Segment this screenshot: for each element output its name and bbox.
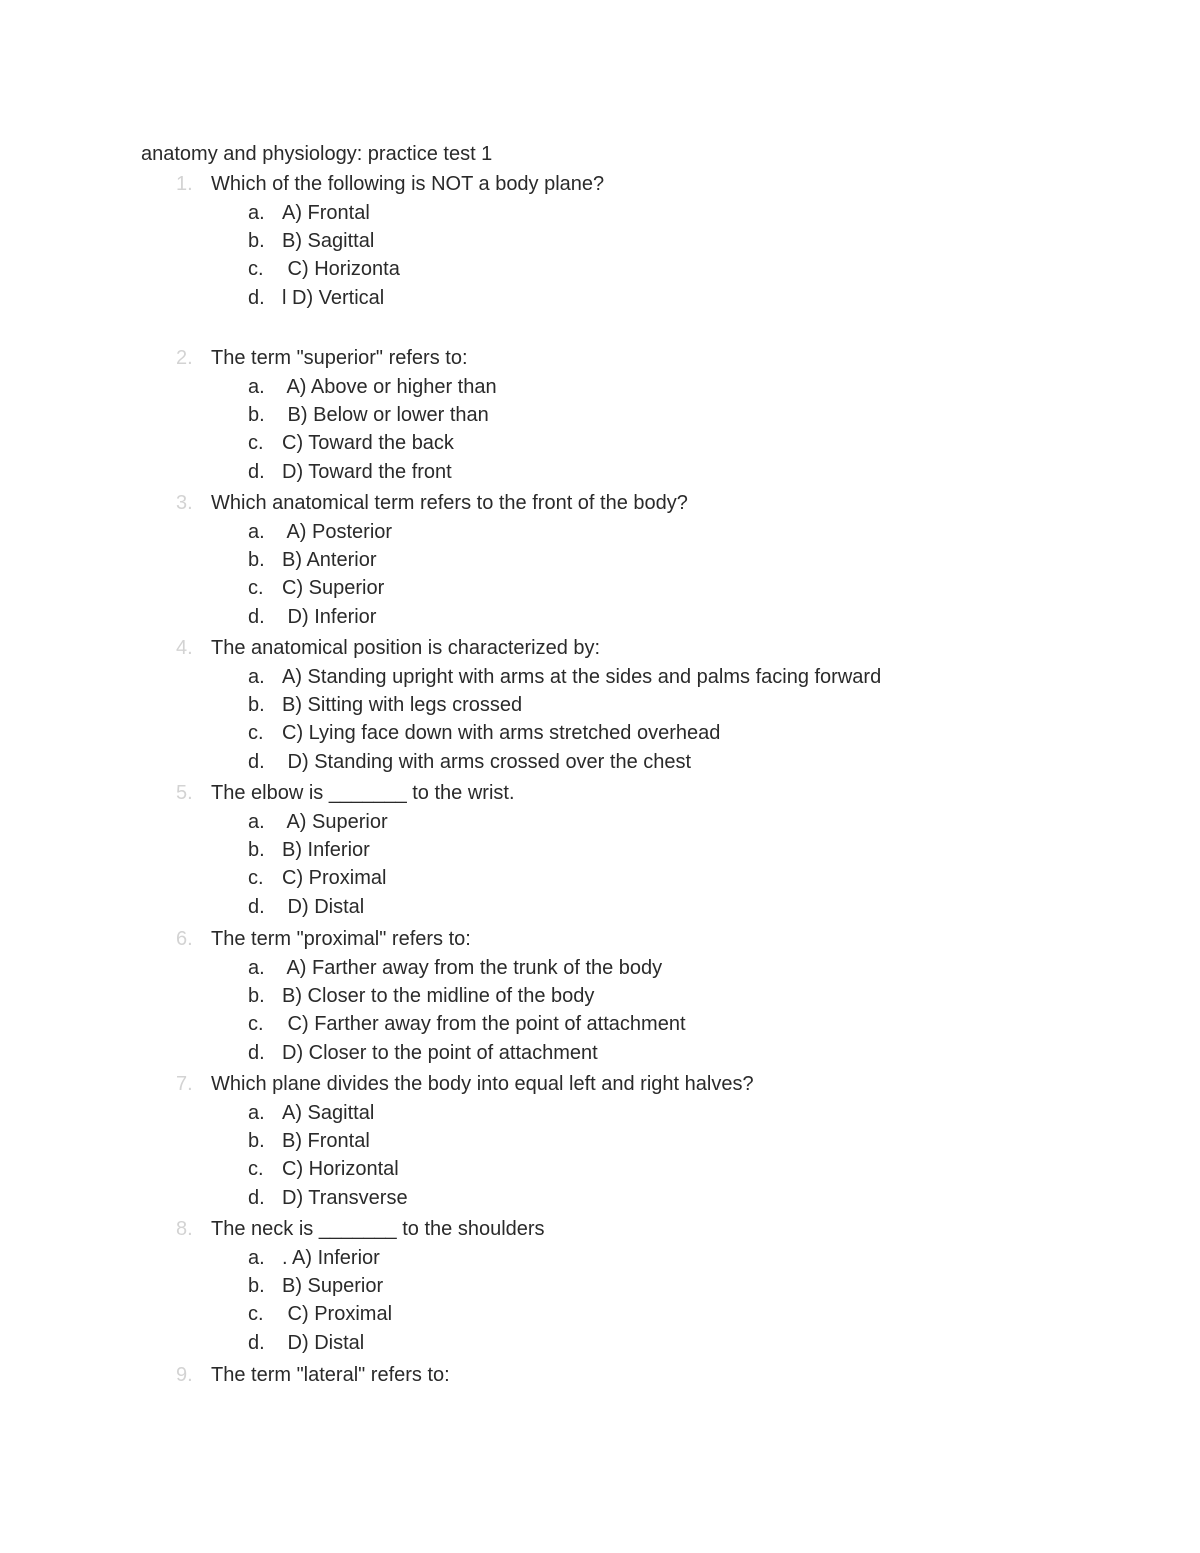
option-letter: b.	[248, 839, 265, 862]
question-row	[0, 1068, 1200, 1098]
option-text: D) Transverse	[282, 1186, 408, 1209]
answer-option-b	[0, 400, 1200, 428]
question-number: 1.	[176, 173, 193, 195]
option-text: C) Farther away from the point of attachment	[282, 1013, 686, 1036]
answer-option-a	[0, 1098, 1200, 1126]
option-letter: a.	[248, 1102, 265, 1124]
answer-option-d	[0, 457, 1200, 485]
option-letter: d.	[248, 605, 265, 628]
answer-option-d	[0, 1328, 1200, 1356]
option-text: A) Posterior	[282, 521, 393, 543]
answer-option-a	[0, 953, 1200, 981]
question-number: 8.	[176, 1218, 193, 1240]
question-text: Which plane divides the body into equal left and right halves?	[211, 1073, 754, 1095]
option-letter: d.	[248, 750, 265, 773]
option-letter: b.	[248, 549, 265, 572]
option-letter: b.	[248, 404, 265, 427]
answer-option-a	[0, 1243, 1200, 1271]
option-text: B) Below or lower than	[282, 404, 489, 427]
option-letter: a.	[248, 521, 265, 543]
question-row	[0, 342, 1200, 372]
question-number: 2.	[176, 347, 193, 369]
answer-option-c	[0, 428, 1200, 456]
option-text: C) Horizonta	[282, 258, 400, 281]
option-letter: c.	[248, 258, 264, 281]
option-text: C) Toward the back	[282, 432, 454, 455]
option-text: . A) Inferior	[282, 1247, 380, 1269]
question-text: The elbow is _______ to the wrist.	[211, 782, 515, 804]
option-text: D) Standing with arms crossed over the chest	[282, 750, 692, 773]
option-letter: d.	[248, 1041, 265, 1064]
question-text: The term "superior" refers to:	[211, 347, 468, 369]
option-text: D) Closer to the point of attachment	[282, 1041, 598, 1064]
answer-option-d	[0, 1038, 1200, 1066]
question-text: The neck is _______ to the shoulders	[211, 1218, 545, 1240]
option-letter: b.	[248, 1275, 265, 1298]
option-letter: b.	[248, 230, 265, 253]
answer-option-c	[0, 1154, 1200, 1182]
question-7	[0, 1068, 1200, 1211]
option-text: A) Farther away from the trunk of the body	[282, 957, 663, 979]
option-letter: b.	[248, 694, 265, 717]
question-number: 3.	[176, 492, 193, 514]
answer-option-b	[0, 545, 1200, 573]
answer-option-b	[0, 690, 1200, 718]
option-text: A) Standing upright with arms at the sides and palms facing forward	[282, 666, 882, 688]
option-letter: a.	[248, 1247, 265, 1269]
option-letter: d.	[248, 286, 265, 309]
answer-option-b	[0, 981, 1200, 1009]
question-number: 5.	[176, 782, 193, 804]
question-row	[0, 1213, 1200, 1243]
answer-option-c	[0, 573, 1200, 601]
question-row	[0, 923, 1200, 953]
answer-option-d	[0, 602, 1200, 630]
option-letter: d.	[248, 895, 265, 918]
question-4	[0, 632, 1200, 775]
option-letter: c.	[248, 722, 264, 745]
question-text: The term "lateral" refers to:	[211, 1364, 450, 1386]
option-letter: d.	[248, 1186, 265, 1209]
question-2	[0, 342, 1200, 485]
answer-option-d	[0, 747, 1200, 775]
question-number: 7.	[176, 1073, 193, 1095]
option-text: B) Inferior	[282, 839, 370, 862]
option-letter: c.	[248, 1013, 264, 1036]
answer-option-c	[0, 718, 1200, 746]
answer-option-a	[0, 517, 1200, 545]
option-letter: a.	[248, 202, 265, 224]
question-text: Which anatomical term refers to the front of the body?	[211, 492, 688, 514]
question-text: The anatomical position is characterized by:	[211, 637, 601, 659]
answer-option-b	[0, 1126, 1200, 1154]
question-5	[0, 777, 1200, 920]
option-text: B) Frontal	[282, 1130, 370, 1153]
option-text: A) Sagittal	[282, 1102, 375, 1124]
option-text: l D) Vertical	[282, 286, 385, 309]
answer-option-d	[0, 892, 1200, 920]
question-text: Which of the following is NOT a body plane?	[211, 173, 605, 195]
answer-option-d	[0, 283, 1200, 311]
answer-option-a	[0, 372, 1200, 400]
answer-option-c	[0, 254, 1200, 282]
option-text: B) Sagittal	[282, 230, 375, 253]
option-letter: c.	[248, 1158, 264, 1181]
question-1	[0, 168, 1200, 311]
option-text: B) Closer to the midline of the body	[282, 985, 595, 1008]
option-letter: b.	[248, 985, 265, 1008]
option-text: C) Lying face down with arms stretched overhead	[282, 722, 721, 745]
document-title: anatomy and physiology: practice test 1	[141, 143, 493, 165]
option-letter: d.	[248, 1331, 265, 1354]
question-8	[0, 1213, 1200, 1356]
option-letter: c.	[248, 432, 264, 455]
question-6	[0, 923, 1200, 1066]
option-text: D) Distal	[282, 1331, 365, 1354]
option-text: B) Anterior	[282, 549, 377, 572]
answer-option-c	[0, 863, 1200, 891]
answer-option-a	[0, 807, 1200, 835]
question-9	[0, 1359, 1200, 1389]
answer-option-b	[0, 835, 1200, 863]
option-text: C) Superior	[282, 577, 385, 600]
option-text: C) Proximal	[282, 1303, 393, 1326]
option-text: B) Superior	[282, 1275, 384, 1298]
answer-option-d	[0, 1183, 1200, 1211]
option-text: D) Toward the front	[282, 460, 452, 483]
option-letter: c.	[248, 1303, 264, 1326]
option-letter: a.	[248, 811, 265, 833]
answer-option-a	[0, 662, 1200, 690]
option-text: D) Inferior	[282, 605, 377, 628]
option-letter: c.	[248, 577, 264, 600]
option-letter: a.	[248, 376, 265, 398]
question-row	[0, 487, 1200, 517]
option-letter: a.	[248, 957, 265, 979]
question-row	[0, 777, 1200, 807]
question-text: The term "proximal" refers to:	[211, 928, 471, 950]
answer-option-c	[0, 1299, 1200, 1327]
question-3	[0, 487, 1200, 630]
question-number: 9.	[176, 1364, 193, 1386]
option-letter: d.	[248, 460, 265, 483]
option-text: C) Horizontal	[282, 1158, 399, 1181]
answer-option-a	[0, 198, 1200, 226]
option-text: A) Above or higher than	[282, 376, 497, 398]
answer-option-b	[0, 1271, 1200, 1299]
question-row	[0, 168, 1200, 198]
answer-option-b	[0, 226, 1200, 254]
question-number: 6.	[176, 928, 193, 950]
option-text: C) Proximal	[282, 867, 387, 890]
answer-option-c	[0, 1009, 1200, 1037]
question-number: 4.	[176, 637, 193, 659]
option-text: A) Frontal	[282, 202, 370, 224]
option-text: B) Sitting with legs crossed	[282, 694, 523, 717]
option-letter: b.	[248, 1130, 265, 1153]
question-row	[0, 1359, 1200, 1389]
option-letter: a.	[248, 666, 265, 688]
question-row	[0, 632, 1200, 662]
option-text: A) Superior	[282, 811, 388, 833]
option-text: D) Distal	[282, 895, 365, 918]
option-letter: c.	[248, 867, 264, 890]
